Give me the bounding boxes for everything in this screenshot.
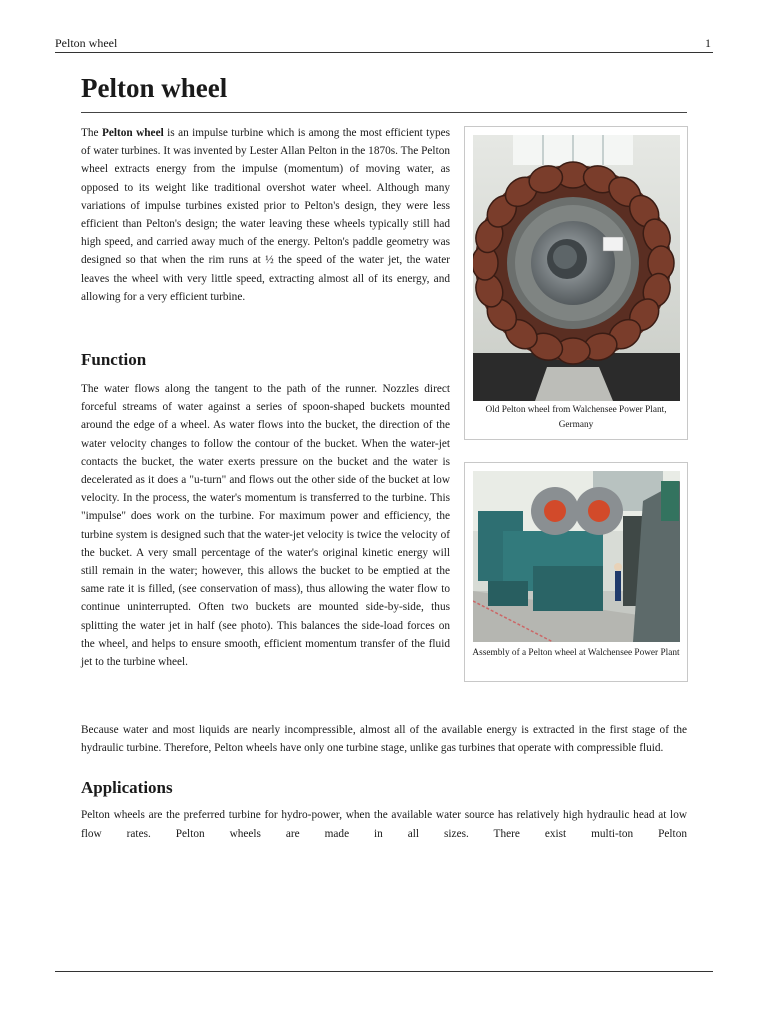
figure-2-caption: Assembly of a Pelton wheel at Walchensee Power Plant [472, 648, 680, 658]
page-title: Pelton wheel [81, 70, 687, 113]
running-title: Pelton wheel [55, 36, 118, 50]
pelton-wheel-photo [473, 135, 680, 401]
intro-paragraph [81, 124, 450, 306]
intro-term: Pelton wheel [101, 127, 164, 139]
intro-lead: The [81, 127, 102, 139]
function-section [81, 349, 450, 671]
running-header [55, 36, 713, 53]
pelton-assembly-photo [473, 471, 680, 642]
function-continued [81, 721, 687, 843]
function-paragraph-1: The water flows along the tangent to the path of the runner. Nozzles direct forceful streams of water against a series of spoon-shaped buckets mounted around the edge of a wheel. As water flows into the bucket, the direction of the water velocity changes to follow the contour of the bucket. When the water-jet contacts the bucket, the water exerts pressure on the bucket and the water is decelerated as it does a "u-turn" and flows out the other side of the bucket at low velocity. In the process, the water's momentum is transferred to the turbine. This "impulse" does work on the turbine. For maximum power and efficiency, the turbine system is designed such that the water-jet velocity is twice the velocity of the bucket. A very small percentage of the water's original kinetic energy will still remain in the water; however, this allows the bucket to be emptied at the same rate it is filled, (see conservation of mass), thus allowing the water flow to continue uninterrupted. Often two buckets are mounted side-by-side, thus splitting the water jet in half (see photo). This balances the side-load forces on the wheel, and helps to ensure smooth, efficient momentum transfer of the fluid jet to the turbine wheel. [81, 383, 450, 669]
applications-heading: Applications [81, 778, 173, 798]
function-paragraph-2: Because water and most liquids are nearly incompressible, almost all of the available energy is extracted in the first stage of the hydraulic turbine. Therefore, Pelton wheels have only one turbine stage, unlike gas turbines that operate with compressible fluid. [81, 724, 687, 755]
figure-1-caption: Old Pelton wheel from Walchensee Power Plant, Germany [485, 405, 667, 430]
figure-pelton-wheel [464, 126, 688, 440]
footer-rule [55, 971, 713, 972]
applications-paragraph-1: Pelton wheels are the preferred turbine for hydro-power, when the available water source has relatively high hydraulic head at low flow rates. Pelton wheels are made in all sizes. There exist multi-ton Pelton [81, 809, 687, 840]
page-number: 1 [705, 36, 711, 50]
function-heading: Function [81, 350, 147, 369]
intro-block [81, 124, 450, 306]
figure-pelton-assembly [464, 462, 688, 682]
intro-body: is an impulse turbine which is among the most efficient types of water turbines. It was invented by Lester Allan Pelton in the 1870s. The Pelton wheel extracts energy from the impulse (momentum) of moving water, as opposed to its weight like traditional overshot water wheel. Although many variations of impulse turbines existed prior to Pelton's design, they were less efficient than Pelton's design; the water leaving these wheels typically still had high speed, and carried away much of the energy. Pelton's paddle geometry was designed so that when the rim runs at ½ the speed of the water jet, the water leaves the wheel with very little speed, extracting almost all of its energy, and allowing for a very efficient turbine. [81, 127, 451, 303]
